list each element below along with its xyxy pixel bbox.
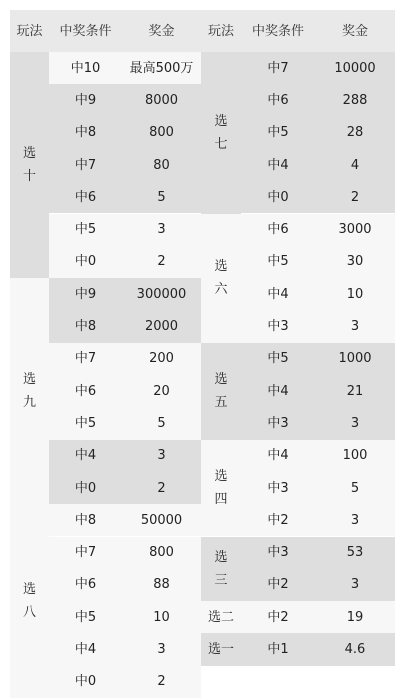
play-type-cell: 选 八	[10, 504, 49, 698]
condition-cell: 中9	[49, 84, 122, 116]
condition-cell: 中4	[49, 440, 122, 472]
prize-cell: 3	[315, 310, 395, 342]
condition-cell: 中4	[49, 633, 122, 665]
condition-cell: 中2	[241, 569, 315, 601]
prize-cell: 10	[315, 278, 395, 310]
condition-cell: 中5	[241, 246, 315, 278]
prize-cell: 3	[315, 504, 395, 536]
condition-cell: 中6	[241, 84, 315, 116]
prize-cell: 50000	[122, 504, 201, 536]
play-type-cell: 选 四	[201, 440, 241, 537]
prize-cell: 53	[315, 537, 395, 569]
condition-cell: 中9	[49, 278, 122, 310]
header-cell: 玩法	[10, 10, 49, 52]
condition-cell: 中3	[241, 537, 315, 569]
prize-cell: 3000	[315, 214, 395, 246]
prize-cell: 2	[122, 666, 201, 698]
prize-cell: 800	[122, 537, 201, 569]
condition-cell: 中6	[49, 375, 122, 407]
play-type-cell: 选 七	[201, 52, 241, 214]
prize-cell: 21	[315, 375, 395, 407]
condition-cell: 中2	[241, 601, 315, 633]
play-type-cell: 选二	[201, 601, 241, 633]
prize-cell: 3	[122, 440, 201, 472]
condition-cell: 中8	[49, 504, 122, 536]
prize-cell: 最高500万	[122, 52, 201, 84]
prize-cell: 5	[122, 407, 201, 439]
condition-cell: 中7	[241, 52, 315, 84]
condition-cell: 中5	[49, 214, 122, 246]
condition-cell: 中3	[241, 472, 315, 504]
prize-cell: 4	[315, 149, 395, 181]
play-type-cell: 选 三	[201, 537, 241, 602]
condition-cell: 中4	[241, 149, 315, 181]
prize-cell: 1000	[315, 343, 395, 375]
condition-cell: 中7	[49, 149, 122, 181]
play-type-cell: 选 五	[201, 343, 241, 440]
condition-cell: 中8	[49, 117, 122, 149]
condition-cell: 中3	[241, 310, 315, 342]
prize-cell: 20	[122, 375, 201, 407]
condition-cell: 中6	[49, 181, 122, 213]
prize-cell: 28	[315, 117, 395, 149]
condition-cell: 中10	[49, 52, 122, 84]
prize-cell: 3	[122, 633, 201, 665]
condition-cell: 中5	[241, 343, 315, 375]
condition-cell: 中2	[241, 504, 315, 536]
condition-cell: 中7	[49, 537, 122, 569]
prize-cell: 2	[122, 246, 201, 278]
condition-cell: 中3	[241, 407, 315, 439]
condition-cell: 中0	[49, 472, 122, 504]
condition-cell: 中5	[49, 601, 122, 633]
condition-cell: 中4	[241, 278, 315, 310]
prize-cell: 300000	[122, 278, 201, 310]
condition-cell: 中6	[241, 214, 315, 246]
header-cell: 奖金	[122, 10, 201, 52]
condition-cell: 中8	[49, 310, 122, 342]
condition-cell: 中7	[49, 343, 122, 375]
prize-cell: 80	[122, 149, 201, 181]
prize-cell: 288	[315, 84, 395, 116]
condition-cell: 中0	[49, 666, 122, 698]
prize-cell: 800	[122, 117, 201, 149]
condition-cell: 中0	[241, 181, 315, 213]
prize-cell: 3	[122, 214, 201, 246]
condition-cell: 中4	[241, 375, 315, 407]
prize-cell: 5	[122, 181, 201, 213]
prize-cell: 3	[315, 407, 395, 439]
condition-cell: 中4	[241, 440, 315, 472]
prize-cell: 5	[315, 472, 395, 504]
prize-cell: 100	[315, 440, 395, 472]
prize-cell: 2	[122, 472, 201, 504]
play-type-cell: 选一	[201, 633, 241, 665]
prize-cell: 4.6	[315, 633, 395, 665]
condition-cell: 中1	[241, 633, 315, 665]
prize-cell: 19	[315, 601, 395, 633]
condition-cell: 中0	[49, 246, 122, 278]
prize-cell: 2	[315, 181, 395, 213]
play-type-cell: 选 九	[10, 278, 49, 504]
prize-cell: 30	[315, 246, 395, 278]
prize-cell: 2000	[122, 310, 201, 342]
prize-cell: 88	[122, 569, 201, 601]
condition-cell: 中6	[49, 569, 122, 601]
header-cell: 玩法	[201, 10, 241, 52]
header-cell: 中奖条件	[49, 10, 122, 52]
condition-cell: 中5	[241, 117, 315, 149]
play-type-cell: 选 十	[10, 52, 49, 278]
play-type-cell: 选 六	[201, 214, 241, 343]
header-cell: 奖金	[315, 10, 395, 52]
prize-cell: 200	[122, 343, 201, 375]
prize-cell: 8000	[122, 84, 201, 116]
prize-cell: 10000	[315, 52, 395, 84]
header-cell: 中奖条件	[241, 10, 315, 52]
prize-cell: 3	[315, 569, 395, 601]
prize-cell: 10	[122, 601, 201, 633]
condition-cell: 中5	[49, 407, 122, 439]
